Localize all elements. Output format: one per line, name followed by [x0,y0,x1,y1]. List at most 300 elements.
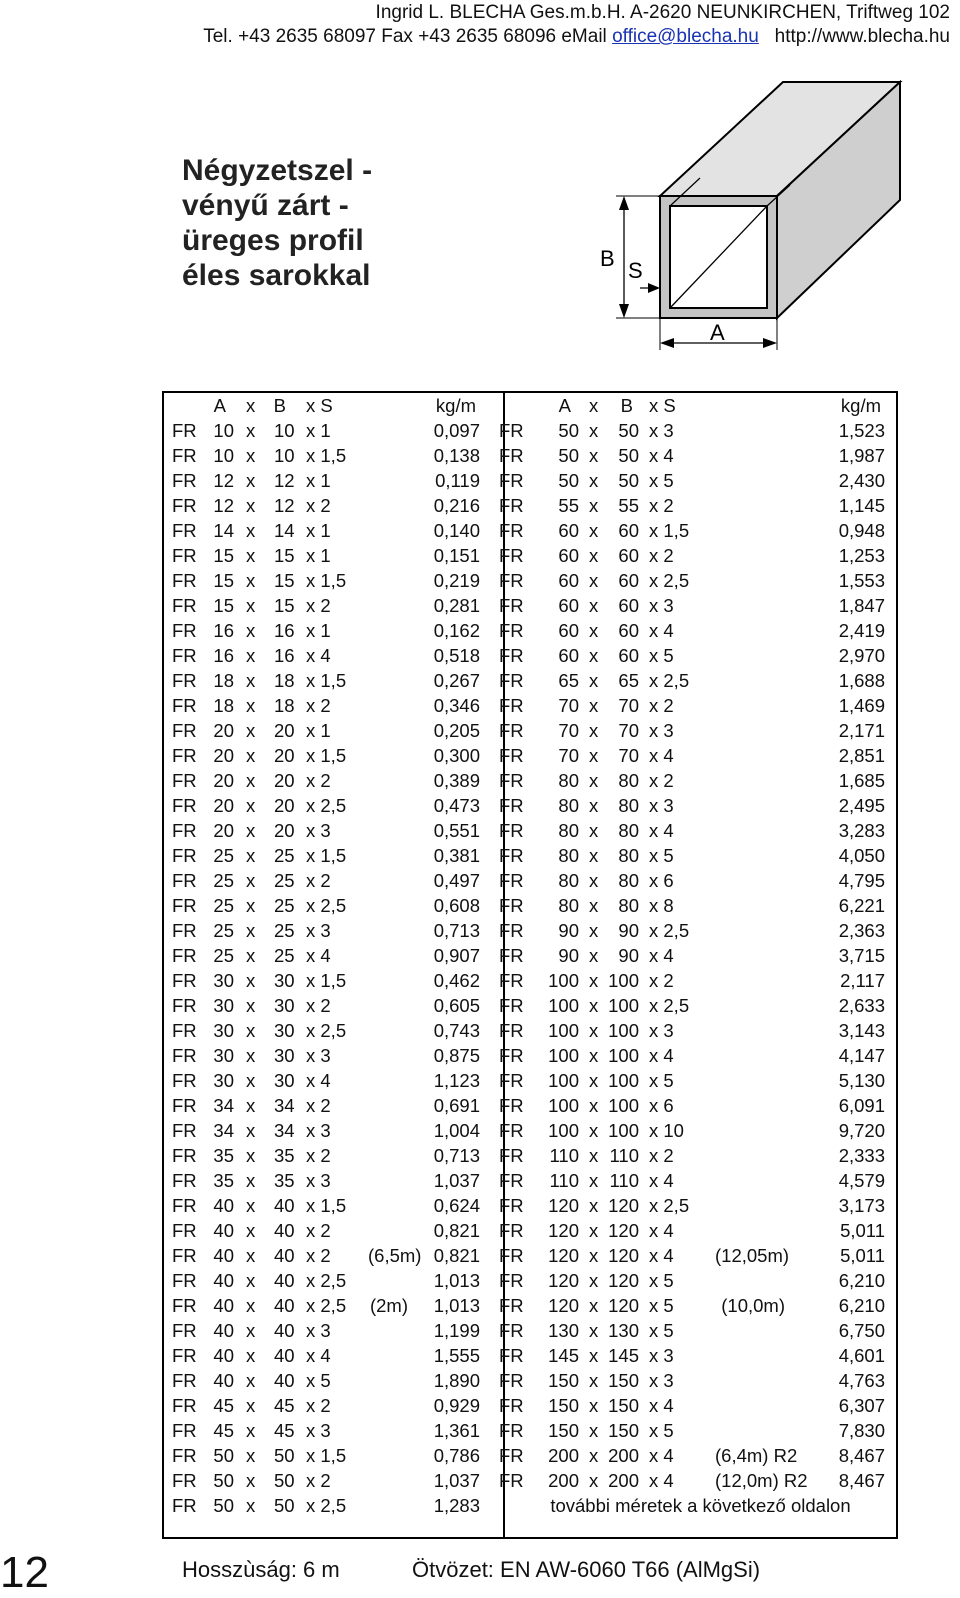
dim-b-cell: 120 [608,1295,639,1316]
dim-b-cell: 25 [274,920,295,941]
kg-cell: 1,123 [433,1070,480,1091]
prefix-cell: FR [172,920,197,941]
prefix-cell: FR [499,1045,524,1066]
dim-b-cell: 55 [618,495,639,516]
dim-a-cell: 50 [213,1445,234,1466]
prefix-cell: FR [172,1145,197,1166]
table-row [164,1168,503,1193]
prefix-cell: FR [499,945,524,966]
table-row [499,1018,896,1043]
wall-cell: x 2 [306,595,331,616]
kg-cell: 2,363 [838,920,885,941]
times-sign: x [246,545,256,566]
wall-cell: x 5 [649,1070,674,1091]
wall-cell: x 1,5 [649,520,690,541]
dim-a-cell: 40 [213,1220,234,1241]
dim-b-cell: 120 [608,1270,639,1291]
wall-cell: x 2 [649,970,674,991]
table-row [164,1068,503,1093]
times-sign: x [589,1270,599,1291]
wall-cell: x 4 [306,1345,331,1366]
dim-b-cell: 80 [618,770,639,791]
wall-cell: x 2,5 [306,895,347,916]
dim-b-cell: 20 [274,795,295,816]
dim-b-cell: 100 [608,1095,639,1116]
kg-cell: 0,151 [433,545,480,566]
dim-a-cell: 70 [558,745,579,766]
prefix-cell: FR [499,845,524,866]
dim-b-cell: 34 [274,1120,295,1141]
kg-cell: 1,283 [433,1495,480,1516]
kg-cell: 1,004 [433,1120,480,1141]
times-sign: x [589,595,599,616]
dim-b-cell: 40 [274,1295,295,1316]
dim-a-cell: 30 [213,1070,234,1091]
wall-cell: x 3 [649,795,674,816]
prefix-cell: FR [499,1220,524,1241]
times-sign: x [246,595,256,616]
dim-a-cell: 40 [213,1295,234,1316]
dim-b-cell: 50 [274,1470,295,1491]
times-sign: x [246,1295,256,1316]
header-x: x [589,395,599,416]
dim-a-cell: 145 [548,1345,579,1366]
dim-b-cell: 120 [608,1195,639,1216]
wall-cell: x 2,5 [306,1495,347,1516]
times-sign: x [589,1445,599,1466]
times-sign: x [589,1420,599,1441]
dim-b-cell: 25 [274,845,295,866]
wall-cell: x 5 [649,645,674,666]
dim-a-cell: 50 [213,1495,234,1516]
table-row [499,1418,896,1443]
prefix-cell: FR [172,795,197,816]
prefix-cell: FR [172,845,197,866]
prefix-cell: FR [172,1120,197,1141]
header-xs: x S [649,395,676,416]
times-sign: x [246,870,256,891]
prefix-cell: FR [499,1095,524,1116]
kg-cell: 0,713 [433,1145,480,1166]
wall-cell: x 2 [306,495,331,516]
dim-a-cell: 20 [213,720,234,741]
kg-cell: 0,300 [433,745,480,766]
times-sign: x [589,1195,599,1216]
table-row [164,1243,503,1268]
prefix-cell: FR [499,1470,524,1491]
kg-cell: 1,013 [433,1295,480,1316]
times-sign: x [589,870,599,891]
dim-b-cell: 35 [274,1170,295,1191]
note-cell: (6,5m) [368,1245,422,1266]
page-title [182,153,372,293]
prefix-cell: FR [499,1120,524,1141]
kg-cell: 2,851 [838,745,885,766]
table-row [164,443,503,468]
wall-cell: x 3 [306,820,331,841]
times-sign: x [589,1320,599,1341]
table-row [499,1393,896,1418]
dim-a-cell: 20 [213,745,234,766]
times-sign: x [589,1345,599,1366]
dim-a-cell: 25 [213,895,234,916]
prefix-cell: FR [499,1145,524,1166]
table-row [499,443,896,468]
dim-a-cell: 60 [558,570,579,591]
times-sign: x [246,795,256,816]
prefix-cell: FR [499,545,524,566]
table-row [499,943,896,968]
dim-b-cell: 15 [274,570,295,591]
dim-b-cell: 120 [608,1245,639,1266]
table-row [499,1368,896,1393]
dim-a-cell: 50 [558,420,579,441]
table-row [164,1018,503,1043]
wall-cell: x 1,5 [306,1195,347,1216]
table-row [164,618,503,643]
dim-a-cell: 30 [213,1020,234,1041]
dim-a-cell: 20 [213,770,234,791]
times-sign: x [589,495,599,516]
prefix-cell: FR [499,595,524,616]
dim-a-cell: 45 [213,1420,234,1441]
table-row [164,868,503,893]
times-sign: x [246,995,256,1016]
times-sign: x [246,745,256,766]
times-sign: x [246,1470,256,1491]
dim-b-cell: 60 [618,545,639,566]
times-sign: x [589,545,599,566]
wall-cell: x 6 [649,870,674,891]
wall-cell: x 4 [649,820,674,841]
dim-a-cell: 100 [548,1120,579,1141]
times-sign: x [589,1045,599,1066]
table-row [164,1393,503,1418]
header-kg: kg/m [840,395,881,416]
dim-a-cell: 110 [549,1170,579,1191]
wall-cell: x 1,5 [306,845,347,866]
dim-b-cell: 60 [618,570,639,591]
times-sign: x [246,1370,256,1391]
dim-a-cell: 150 [548,1395,579,1416]
table-row [499,618,896,643]
table-row [164,968,503,993]
prefix-cell: FR [499,495,524,516]
wall-cell: x 2 [306,1095,331,1116]
dim-b-cell: 40 [274,1220,295,1241]
prefix-cell: FR [499,1320,524,1341]
prefix-cell: FR [172,670,197,691]
prefix-cell: FR [172,995,197,1016]
prefix-cell: FR [499,1395,524,1416]
prefix-cell: FR [499,695,524,716]
wall-cell: x 2 [649,1145,674,1166]
prefix-cell: FR [172,545,197,566]
prefix-cell: FR [172,1420,197,1441]
prefix-cell: FR [172,1495,197,1516]
times-sign: x [589,1145,599,1166]
dim-a-cell: 34 [213,1120,234,1141]
dim-a-cell: 18 [213,670,234,691]
wall-cell: x 2 [306,1470,331,1491]
kg-cell: 1,555 [433,1345,480,1366]
table-row [499,993,896,1018]
table-row [499,843,896,868]
wall-cell: x 2 [649,495,674,516]
kg-cell: 3,715 [838,945,885,966]
wall-cell: x 5 [649,470,674,491]
dim-b-cell: 15 [274,595,295,616]
dim-a-cell: 25 [213,870,234,891]
dim-a-cell: 100 [548,1070,579,1091]
times-sign: x [246,1320,256,1341]
prefix-cell: FR [499,1270,524,1291]
dim-a-cell: 120 [548,1295,579,1316]
kg-cell: 2,171 [838,720,885,741]
dim-a-cell: 45 [213,1395,234,1416]
table-row [164,543,503,568]
dim-b-cell: 60 [618,645,639,666]
table-row [499,893,896,918]
kg-cell: 6,210 [838,1295,885,1316]
dim-b-cell: 200 [608,1445,639,1466]
kg-cell: 3,143 [838,1020,885,1041]
dim-b-cell: 60 [618,620,639,641]
kg-cell: 0,786 [433,1445,480,1466]
wall-cell: x 4 [649,1170,674,1191]
continuation-note: további méretek a következő oldalon [550,1495,851,1516]
dim-a-cell: 60 [558,620,579,641]
table-row [164,1418,503,1443]
note-cell: (12,0m) R2 [715,1470,808,1491]
dim-a-cell: 20 [213,820,234,841]
dim-a-cell: 15 [213,545,234,566]
table-row [499,1043,896,1068]
times-sign: x [246,1345,256,1366]
prefix-cell: FR [172,1095,197,1116]
dim-b-cell: 14 [274,520,295,541]
dim-b-cell: 130 [608,1320,639,1341]
wall-cell: x 3 [649,1345,674,1366]
wall-cell: x 3 [306,1320,331,1341]
table-row [164,1493,503,1518]
dim-a-cell: 90 [558,920,579,941]
kg-cell: 0,929 [433,1395,480,1416]
table-row [164,668,503,693]
dim-b-cell: 80 [618,795,639,816]
header-a: A [213,395,226,416]
wall-cell: x 2 [306,770,331,791]
prefix-cell: FR [499,870,524,891]
dim-a-cell: 80 [558,845,579,866]
wall-cell: x 1,5 [306,570,347,591]
times-sign: x [246,720,256,741]
email-link[interactable]: office@blecha.hu [612,26,759,47]
dim-a-cell: 30 [213,970,234,991]
title-line: Négyzetszel - [182,154,373,187]
contact-line [203,25,950,49]
table-row [164,843,503,868]
dim-b-cell: 110 [609,1170,639,1191]
table-row [164,643,503,668]
dim-a-cell: 55 [558,495,579,516]
dim-a-cell: 40 [213,1345,234,1366]
times-sign: x [589,1395,599,1416]
table-row [164,743,503,768]
kg-cell: 1,685 [838,770,885,791]
wall-cell: x 3 [306,920,331,941]
prefix-cell: FR [172,520,197,541]
dim-b-cell: 40 [274,1345,295,1366]
table-row [499,1293,896,1318]
dim-a-cell: 16 [213,620,234,641]
table-row [164,518,503,543]
dim-b-cell: 80 [618,820,639,841]
kg-cell: 0,097 [433,420,480,441]
dim-b-cell: 145 [608,1345,639,1366]
dim-a-cell: 40 [213,1270,234,1291]
title-line: vényű zárt - [182,189,349,222]
dim-b-cell: 10 [274,420,295,441]
kg-cell: 2,333 [838,1145,885,1166]
prefix-cell: FR [172,420,197,441]
prefix-cell: FR [499,970,524,991]
wall-cell: x 1,5 [306,970,347,991]
dim-b-cell: 50 [618,420,639,441]
times-sign: x [589,845,599,866]
table-row [499,718,896,743]
wall-cell: x 1 [306,470,331,491]
wall-cell: x 4 [649,1220,674,1241]
kg-cell: 0,875 [433,1045,480,1066]
kg-cell: 0,119 [435,470,480,491]
wall-cell: x 4 [649,1470,674,1491]
dim-b-cell: 45 [274,1420,295,1441]
prefix-cell: FR [172,695,197,716]
website-link[interactable]: http://www.blecha.hu [774,26,950,47]
wall-cell: x 2 [306,870,331,891]
times-sign: x [246,495,256,516]
prefix-cell: FR [172,820,197,841]
dim-b-cell: 16 [274,620,295,641]
table-row [164,493,503,518]
table-row [499,868,896,893]
dim-a-cell: 18 [213,695,234,716]
wall-cell: x 2,5 [649,995,690,1016]
wall-cell: x 3 [649,1370,674,1391]
dim-b-cell: 70 [618,720,639,741]
table-row [499,1318,896,1343]
wall-cell: x 6 [649,1095,674,1116]
dim-b-cell: 90 [618,920,639,941]
times-sign: x [589,970,599,991]
dim-b-cell: 100 [608,970,639,991]
table-row [499,493,896,518]
kg-cell: 0,605 [433,995,480,1016]
table-row [164,768,503,793]
wall-cell: x 3 [306,1420,331,1441]
kg-cell: 0,821 [433,1245,480,1266]
dim-b-cell: 150 [608,1370,639,1391]
dim-a-cell: 50 [213,1470,234,1491]
dim-b-cell: 50 [618,445,639,466]
dim-b-cell: 30 [274,970,295,991]
dim-a-cell: 150 [548,1420,579,1441]
header-x: x [246,395,256,416]
table-header-row [505,393,896,418]
dim-b-cell: 50 [274,1495,295,1516]
times-sign: x [589,770,599,791]
wall-cell: x 1 [306,420,331,441]
times-sign: x [589,1245,599,1266]
prefix-cell: FR [172,870,197,891]
prefix-cell: FR [172,495,197,516]
kg-cell: 0,948 [838,520,885,541]
wall-cell: x 3 [649,720,674,741]
table-row [164,1268,503,1293]
dim-a-cell: 30 [213,1045,234,1066]
times-sign: x [246,1070,256,1091]
table-row [164,418,503,443]
wall-cell: x 2,5 [649,570,690,591]
wall-cell: x 2 [306,995,331,1016]
kg-cell: 0,821 [433,1220,480,1241]
prefix-cell: FR [499,795,524,816]
wall-cell: x 1 [306,520,331,541]
dim-a-cell: 15 [213,595,234,616]
prefix-cell: FR [172,470,197,491]
wall-cell: x 2 [306,1145,331,1166]
times-sign: x [589,895,599,916]
kg-cell: 6,221 [838,895,885,916]
note-cell: (6,4m) R2 [715,1445,798,1466]
prefix-cell: FR [172,1470,197,1491]
kg-cell: 1,523 [838,420,885,441]
wall-cell: x 2 [306,1245,331,1266]
kg-cell: 6,091 [838,1095,885,1116]
kg-cell: 2,430 [838,470,885,491]
dim-a-cell: 12 [213,495,234,516]
prefix-cell: FR [499,1170,524,1191]
dim-a-cell: 40 [213,1245,234,1266]
dim-a-cell: 130 [548,1320,579,1341]
kg-cell: 0,381 [433,845,480,866]
prefix-cell: FR [499,670,524,691]
wall-cell: x 3 [649,420,674,441]
prefix-cell: FR [499,1245,524,1266]
kg-cell: 8,467 [838,1445,885,1466]
prefix-cell: FR [172,1395,197,1416]
times-sign: x [589,745,599,766]
dim-b-cell: 10 [274,445,295,466]
dim-a-cell: 15 [213,570,234,591]
prefix-cell: FR [499,1345,524,1366]
prefix-cell: FR [172,1370,197,1391]
dim-a-cell: 80 [558,770,579,791]
times-sign: x [246,1245,256,1266]
alloy-note: Ötvözet: EN AW-6060 T66 (AlMgSi) [412,1557,761,1582]
table-row [499,1193,896,1218]
wall-cell: x 5 [649,1420,674,1441]
table-row [499,1143,896,1168]
dim-a-cell: 120 [548,1270,579,1291]
table-row [499,818,896,843]
wall-cell: x 1 [306,545,331,566]
dim-a-cell: 70 [558,720,579,741]
dim-b-cell: 65 [618,670,639,691]
prefix-cell: FR [172,1320,197,1341]
kg-cell: 4,795 [838,870,885,891]
